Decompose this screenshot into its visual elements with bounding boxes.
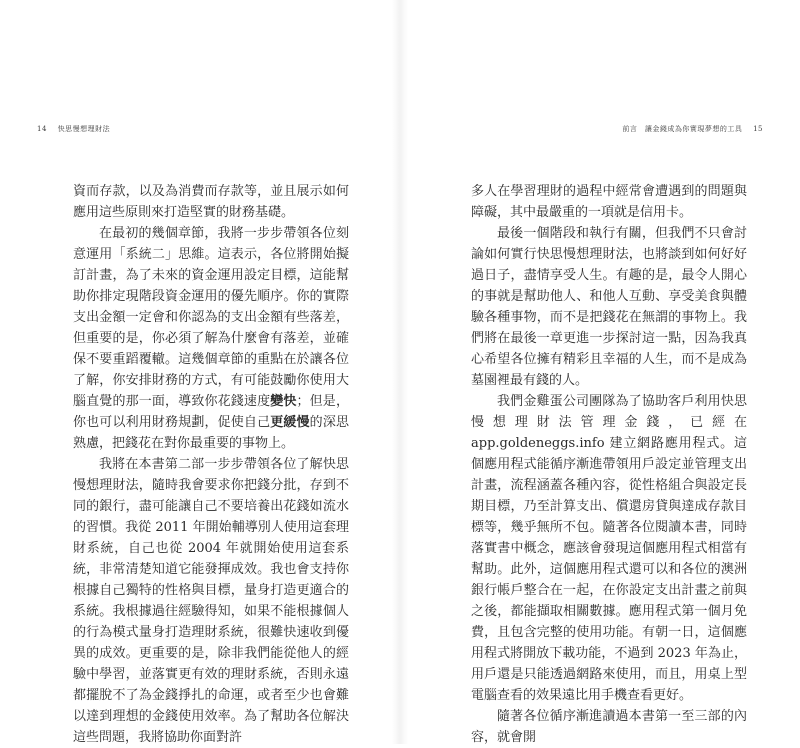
right-paragraph-4: 隨著各位循序漸進讀過本書第一至三部的內容，就會開 [471, 709, 747, 745]
right-paragraph-3: 我們金雞蛋公司團隊為了協助客戶利用快思慢想理財法管理金錢，已經在 app.goldeneggs.info 建立網路應用程式。這個應用程式能循序漸進帶領用戶設定並管理支出計畫，流程涵蓋各種內容，從性格組合與設定長期目標，乃至計算支出、償還房貸與達成存款目標等，幾乎無所不包。隨著各位閱讀本書，同時落實書中概念，應該會發現這個應用程式相當有幫助。此外，這個應用程式還可以和各位的澳洲銀行帳戶整合在一起，在你設定支出計畫之前與之後，都能擷取相關數據。應用程式第一個月免費，且包含完整的使用功能。有朝一日，這個應用程式將開放下載功能，不過到 2023 年為止，用戶還是只能透過網路來使用，而且，用桌上型電腦查看的效果遠比用手機查看更好。 [471, 394, 747, 703]
right-page-body [471, 181, 747, 748]
left-paragraph-2 [73, 223, 349, 454]
left-page-number: 14 [37, 125, 47, 133]
left-page-body [73, 181, 349, 748]
right-paragraph-2: 最後一個階段和執行有關，但我們不只會討論如何實行快思慢想理財法，也將談到如何好好過日子，盡情享受人生。有趣的是，最令人開心的事就是幫助他人、和他人互動、享受美食與體驗各種事物，而不是把錢花在無謂的事物上。我們將在最後一章更進一步探討這一點，因為我真心希望各位擁有精彩且幸福的人生，而不是成為墓園裡最有錢的人。 [471, 226, 747, 388]
left-paragraph-2-bold-2: 更緩慢 [270, 415, 310, 430]
left-page [0, 0, 400, 744]
right-running-title: 前言 讓金錢成為你實現夢想的工具 [622, 125, 743, 133]
left-paragraph-2-bold-1: 變快 [270, 394, 297, 409]
left-paragraph-2-text: 在最初的幾個章節，我將一步步帶領各位刻意運用「系統二」思維。這表示，各位將開始擬訂計畫，為了未來的資金運用設定目標，這能幫助你排定現階段資金運用的優先順序。你的實際支出金額一定會和你認為的支出金額有些落差，但重要的是，你必須了解為什麼會有落差，並確保不要重蹈覆轍。這幾個章節的重點在於讓各位了解，你安排財務的方式，有可能鼓勵你使用大腦直覺的那一面，導致你花錢速度 [73, 226, 349, 409]
right-running-header [622, 124, 763, 134]
left-paragraph-2-text-mid: ；但是，你也可以利用財務規劃，促使自己 [73, 394, 349, 430]
right-page-number: 15 [753, 125, 763, 133]
left-running-header [37, 124, 110, 134]
right-page [400, 0, 800, 744]
left-running-title: 快思慢想理財法 [57, 125, 111, 133]
left-paragraph-2-text-end: 的深思熟慮，把錢花在對你最重要的事物上。 [73, 415, 349, 451]
right-paragraph-1: 多人在學習理財的過程中經常會遭遇到的問題與障礙，其中最嚴重的一項就是信用卡。 [471, 184, 747, 220]
left-paragraph-3: 我將在本書第二部一步步帶領各位了解快思慢想理財法，隨時我會要求你把錢分批，存到不同的銀行，盡可能讓自己不要培養出花錢如流水的習慣。我從 2011 年開始輔導別人使用這套理財系統，自己也從 2004 年就開始使用這套系統，非常清楚知道它能發揮成效。我也會支持你根據自己獨特的性格與目標，量身打造更適合的系統。我根據過往經驗得知，如果不能根據個人的行為模式量身打造理財系統，很難快速收到優異的成效。更重要的是，除非我們能從他人的經驗中學習，並落實更有效的理財系統，否則永遠都擺脫不了為金錢掙扎的命運，或者至少也會難以達到理想的金錢使用效率。為了幫助各位解決這些問題，我將協助你面對許 [73, 457, 349, 745]
left-paragraph-1: 資而存款，以及為消費而存款等，並且展示如何應用這些原則來打造堅實的財務基礎。 [73, 184, 349, 220]
